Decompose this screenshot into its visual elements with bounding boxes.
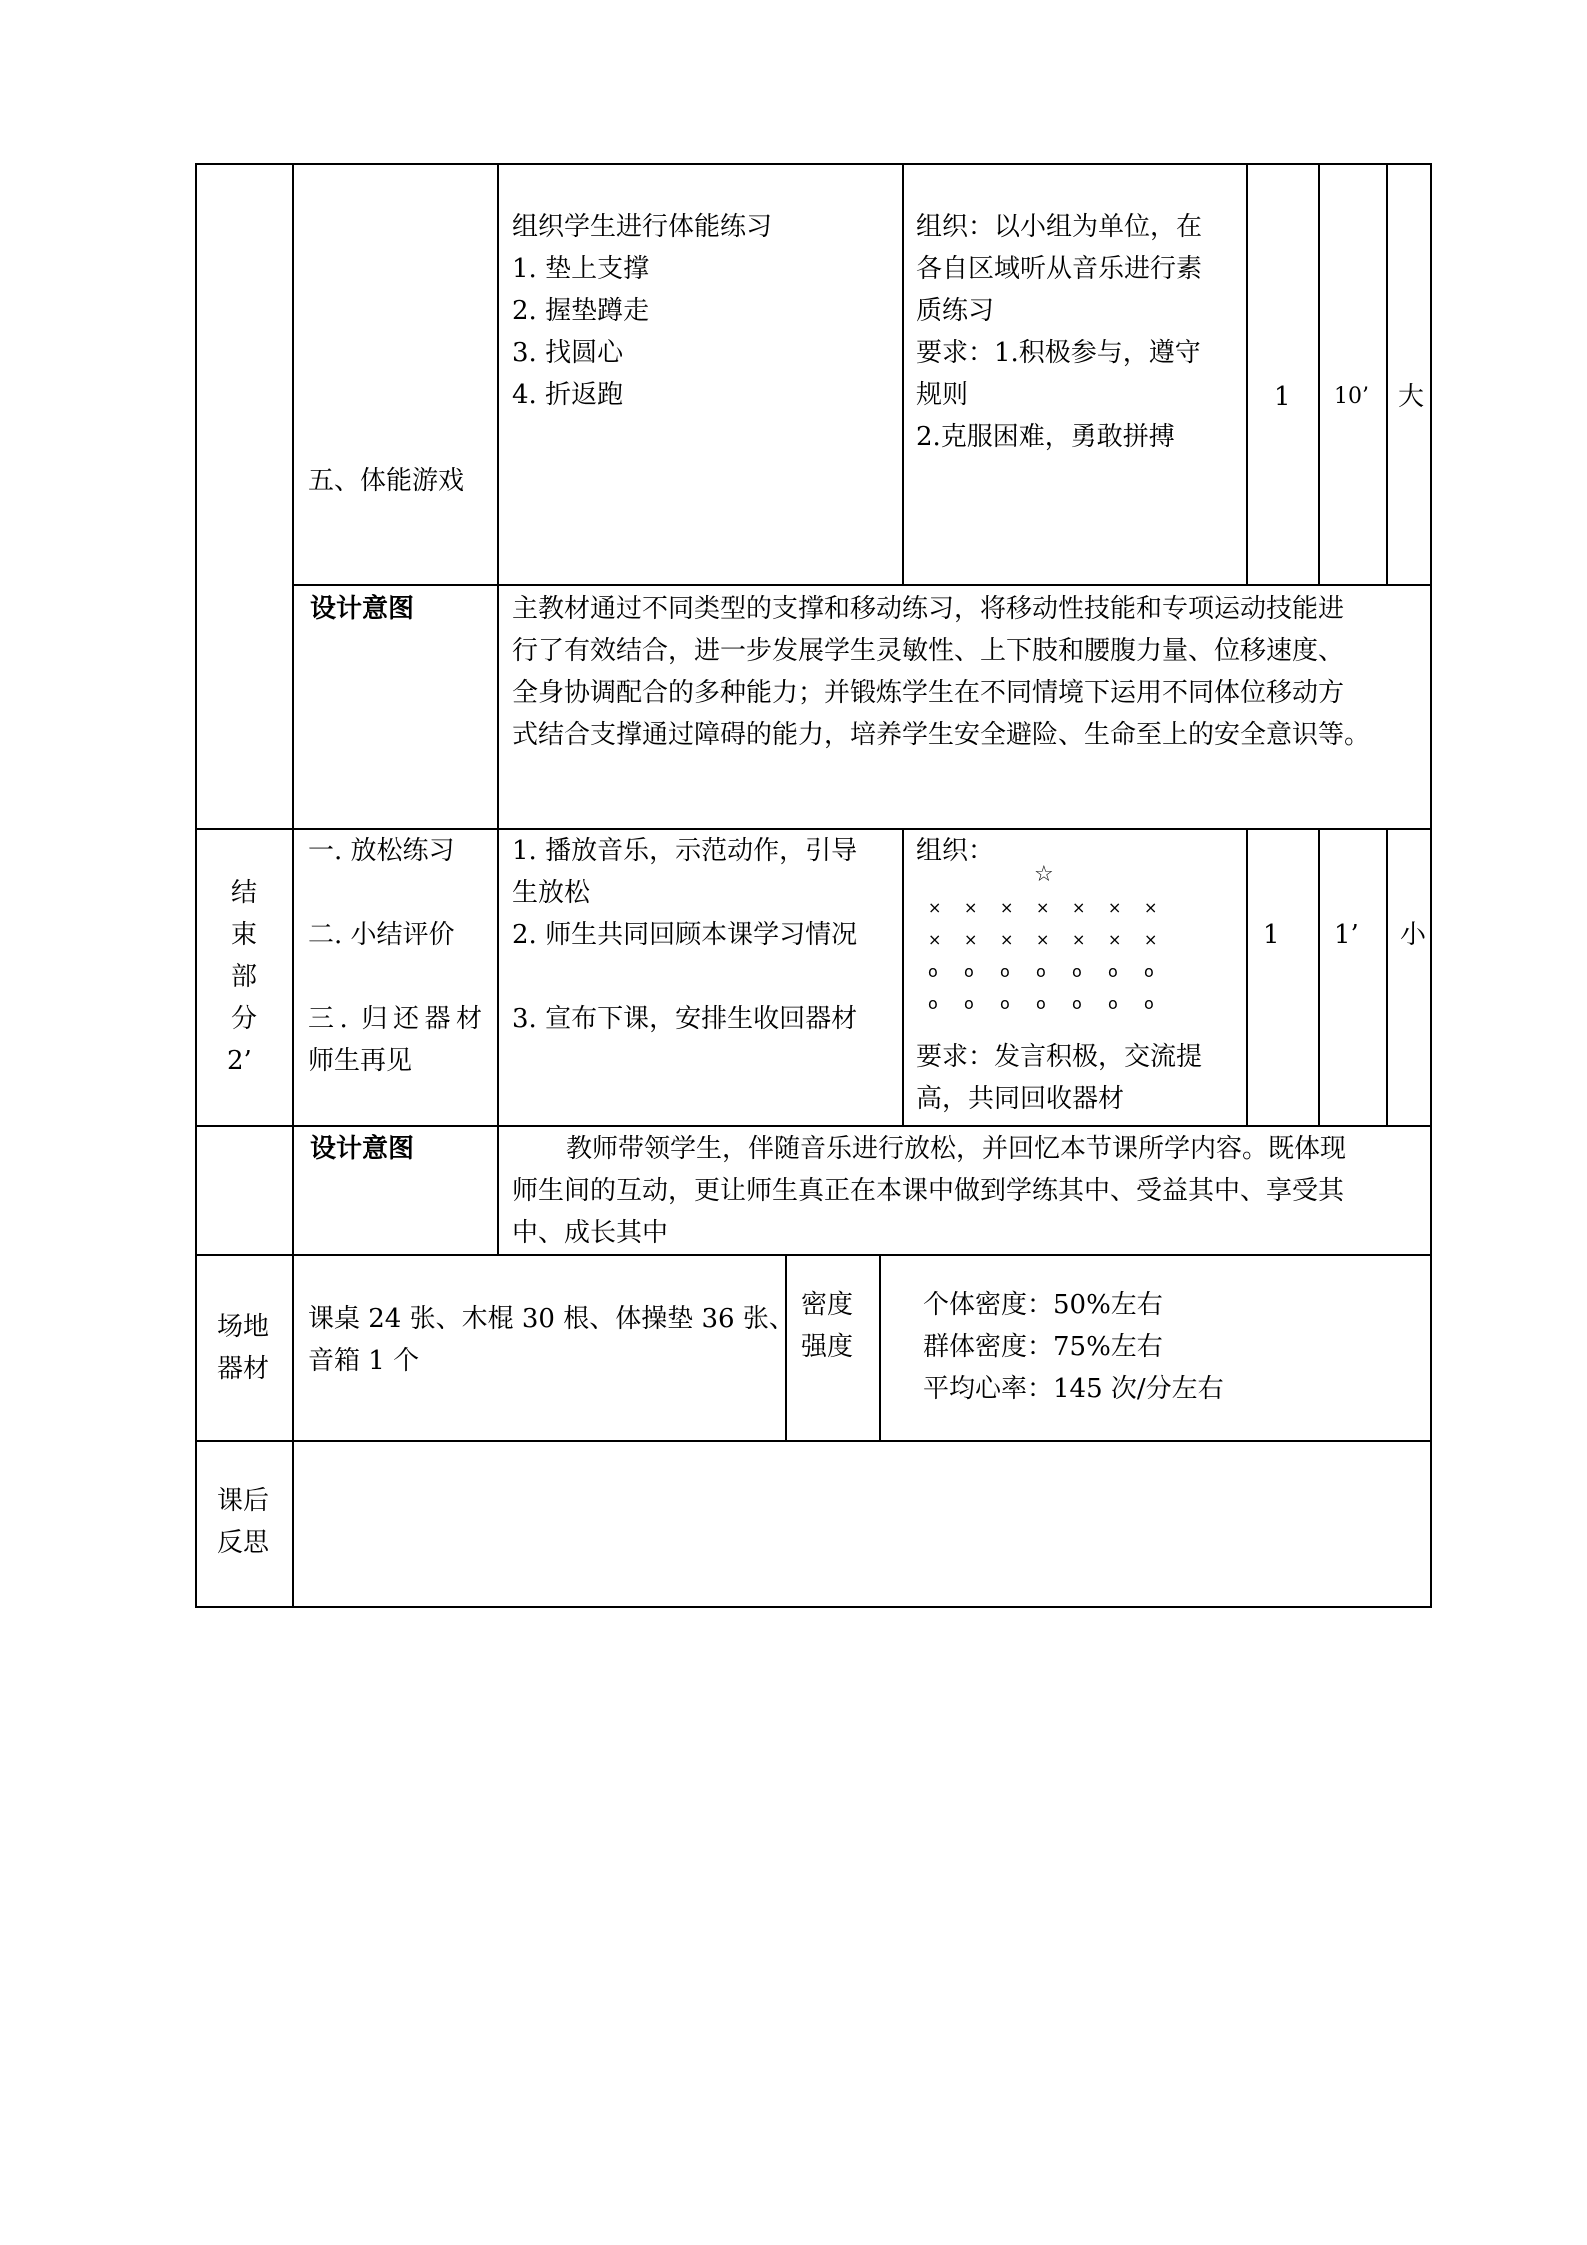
student-cross-icon: × — [1072, 930, 1086, 949]
col-line-6b — [1386, 829, 1388, 1126]
intensity-value: 小 — [1400, 920, 1427, 950]
col-line-6a — [1386, 163, 1388, 585]
student-circle-icon: o — [964, 962, 974, 981]
col-line-3b — [902, 829, 904, 1126]
student-circle-icon: o — [1108, 994, 1118, 1013]
design-line: 教师带领学生，伴随音乐进行放松，并回忆本节课所学内容。既体现 — [566, 1134, 1347, 1164]
col-line-5a — [1318, 163, 1320, 585]
student-cross-icon: × — [1000, 930, 1014, 949]
student-circle-icon: o — [1000, 962, 1010, 981]
student-cross-icon: × — [1036, 898, 1050, 917]
content-line: 组织学生进行体能练习 — [512, 212, 773, 242]
venue-col-line-2 — [879, 1255, 881, 1441]
student-cross-icon: × — [964, 930, 978, 949]
part-char: 结 — [231, 878, 258, 908]
row-line-bottom — [195, 1606, 1432, 1608]
row-line-4 — [195, 1254, 1432, 1256]
intensity-value: 大 — [1398, 382, 1425, 412]
student-cross-icon: × — [964, 898, 978, 917]
table-border-right — [1430, 163, 1432, 1607]
density-line: 个体密度：50%左右 — [923, 1290, 1163, 1320]
student-cross-icon: × — [1144, 898, 1158, 917]
density-line: 群体密度：75%左右 — [923, 1332, 1163, 1362]
col-line-2 — [497, 163, 499, 1256]
student-cross-icon: × — [1072, 898, 1086, 917]
org-line: 质练习 — [916, 296, 995, 326]
design-line: 主教材通过不同类型的支撑和移动练习，将移动性技能和专项运动技能进 — [512, 594, 1345, 624]
activity-item: 二. 小结评价 — [308, 920, 455, 950]
student-circle-icon: o — [1036, 962, 1046, 981]
student-cross-icon: × — [1144, 930, 1158, 949]
content-line: 3. 宣布下课，安排生收回器材 — [512, 1004, 858, 1034]
count-value: 1 — [1274, 382, 1291, 412]
part-char: 束 — [231, 920, 258, 950]
requirement-line: 高，共同回收器材 — [916, 1084, 1125, 1114]
design-line: 师生间的互动，更让师生真正在本课中做到学练其中、受益其中、享受其 — [512, 1176, 1345, 1206]
part-char: 分 — [231, 1004, 258, 1034]
content-line: 1. 播放音乐，示范动作，引导 — [512, 836, 858, 866]
student-circle-icon: o — [1072, 994, 1082, 1013]
time-value: 10’ — [1334, 384, 1369, 409]
table-border-left — [195, 163, 197, 1607]
student-cross-icon: × — [1108, 930, 1122, 949]
row-line-3 — [195, 1125, 1432, 1127]
content-line: 生放松 — [512, 878, 591, 908]
count-value: 1 — [1263, 920, 1280, 950]
design-intent-label: 设计意图 — [310, 594, 415, 624]
org-line: 2.克服困难，勇敢拼搏 — [916, 422, 1175, 452]
content-line: 3. 找圆心 — [512, 338, 624, 368]
part-char: 部 — [231, 962, 258, 992]
student-cross-icon: × — [1036, 930, 1050, 949]
equipment-line: 音箱 1 个 — [308, 1346, 420, 1376]
col-line-5b — [1318, 829, 1320, 1126]
student-cross-icon: × — [1108, 898, 1122, 917]
org-label: 组织： — [916, 836, 995, 866]
activity-item: 三. 归还器材 — [308, 1004, 482, 1034]
activity-item: 一. 放松练习 — [308, 836, 455, 866]
design-intent-label: 设计意图 — [310, 1134, 415, 1164]
activity-item: 师生再见 — [308, 1046, 413, 1076]
student-circle-icon: o — [928, 994, 938, 1013]
label-line: 密度 — [801, 1290, 854, 1320]
col-line-4a — [1246, 163, 1248, 585]
requirement-line: 要求：发言积极，交流提 — [916, 1042, 1203, 1072]
col-line-4b — [1246, 829, 1248, 1126]
equipment-line: 课桌 24 张、木棍 30 根、体操垫 36 张、 — [308, 1304, 795, 1334]
content-line: 2. 师生共同回顾本课学习情况 — [512, 920, 858, 950]
design-line: 中、成长其中 — [512, 1218, 669, 1248]
student-cross-icon: × — [928, 930, 942, 949]
design-line: 式结合支撑通过障碍的能力，培养学生安全避险、生命至上的安全意识等。 — [512, 720, 1371, 750]
part-char: 2’ — [227, 1046, 252, 1076]
label-line: 强度 — [801, 1332, 854, 1362]
student-cross-icon: × — [928, 898, 942, 917]
time-value: 1’ — [1334, 920, 1359, 950]
density-line: 平均心率：145 次/分左右 — [923, 1374, 1224, 1404]
student-circle-icon: o — [1036, 994, 1046, 1013]
col-line-3a — [902, 163, 904, 585]
label-line: 课后 — [217, 1486, 270, 1516]
student-circle-icon: o — [1072, 962, 1082, 981]
label-line: 场地 — [217, 1312, 270, 1342]
col-line-1 — [292, 163, 294, 1607]
activity-label-fitness-game: 五、体能游戏 — [308, 466, 465, 496]
content-line: 1. 垫上支撑 — [512, 254, 650, 284]
teacher-star-icon: ☆ — [1034, 862, 1054, 887]
org-line: 各自区域听从音乐进行素 — [916, 254, 1203, 284]
org-line: 规则 — [916, 380, 969, 410]
label-line: 器材 — [217, 1354, 270, 1384]
venue-col-line-1 — [785, 1255, 787, 1441]
label-line: 反思 — [217, 1528, 270, 1558]
reflection-content — [294, 1442, 1430, 1606]
formation-diagram — [920, 864, 1180, 1024]
student-circle-icon: o — [1000, 994, 1010, 1013]
design-line: 行了有效结合，进一步发展学生灵敏性、上下肢和腰腹力量、位移速度、 — [512, 636, 1345, 666]
content-line: 4. 折返跑 — [512, 380, 624, 410]
student-circle-icon: o — [1144, 994, 1154, 1013]
row-line-top — [195, 163, 1432, 165]
student-cross-icon: × — [1000, 898, 1014, 917]
row-line-1 — [292, 584, 1432, 586]
content-line: 2. 握垫蹲走 — [512, 296, 650, 326]
design-line: 全身协调配合的多种能力；并锻炼学生在不同情境下运用不同体位移动方 — [512, 678, 1345, 708]
student-circle-icon: o — [1144, 962, 1154, 981]
student-circle-icon: o — [1108, 962, 1118, 981]
org-line: 要求：1.积极参与，遵守 — [916, 338, 1201, 368]
org-line: 组织：以小组为单位，在 — [916, 212, 1203, 242]
student-circle-icon: o — [928, 962, 938, 981]
student-circle-icon: o — [964, 994, 974, 1013]
